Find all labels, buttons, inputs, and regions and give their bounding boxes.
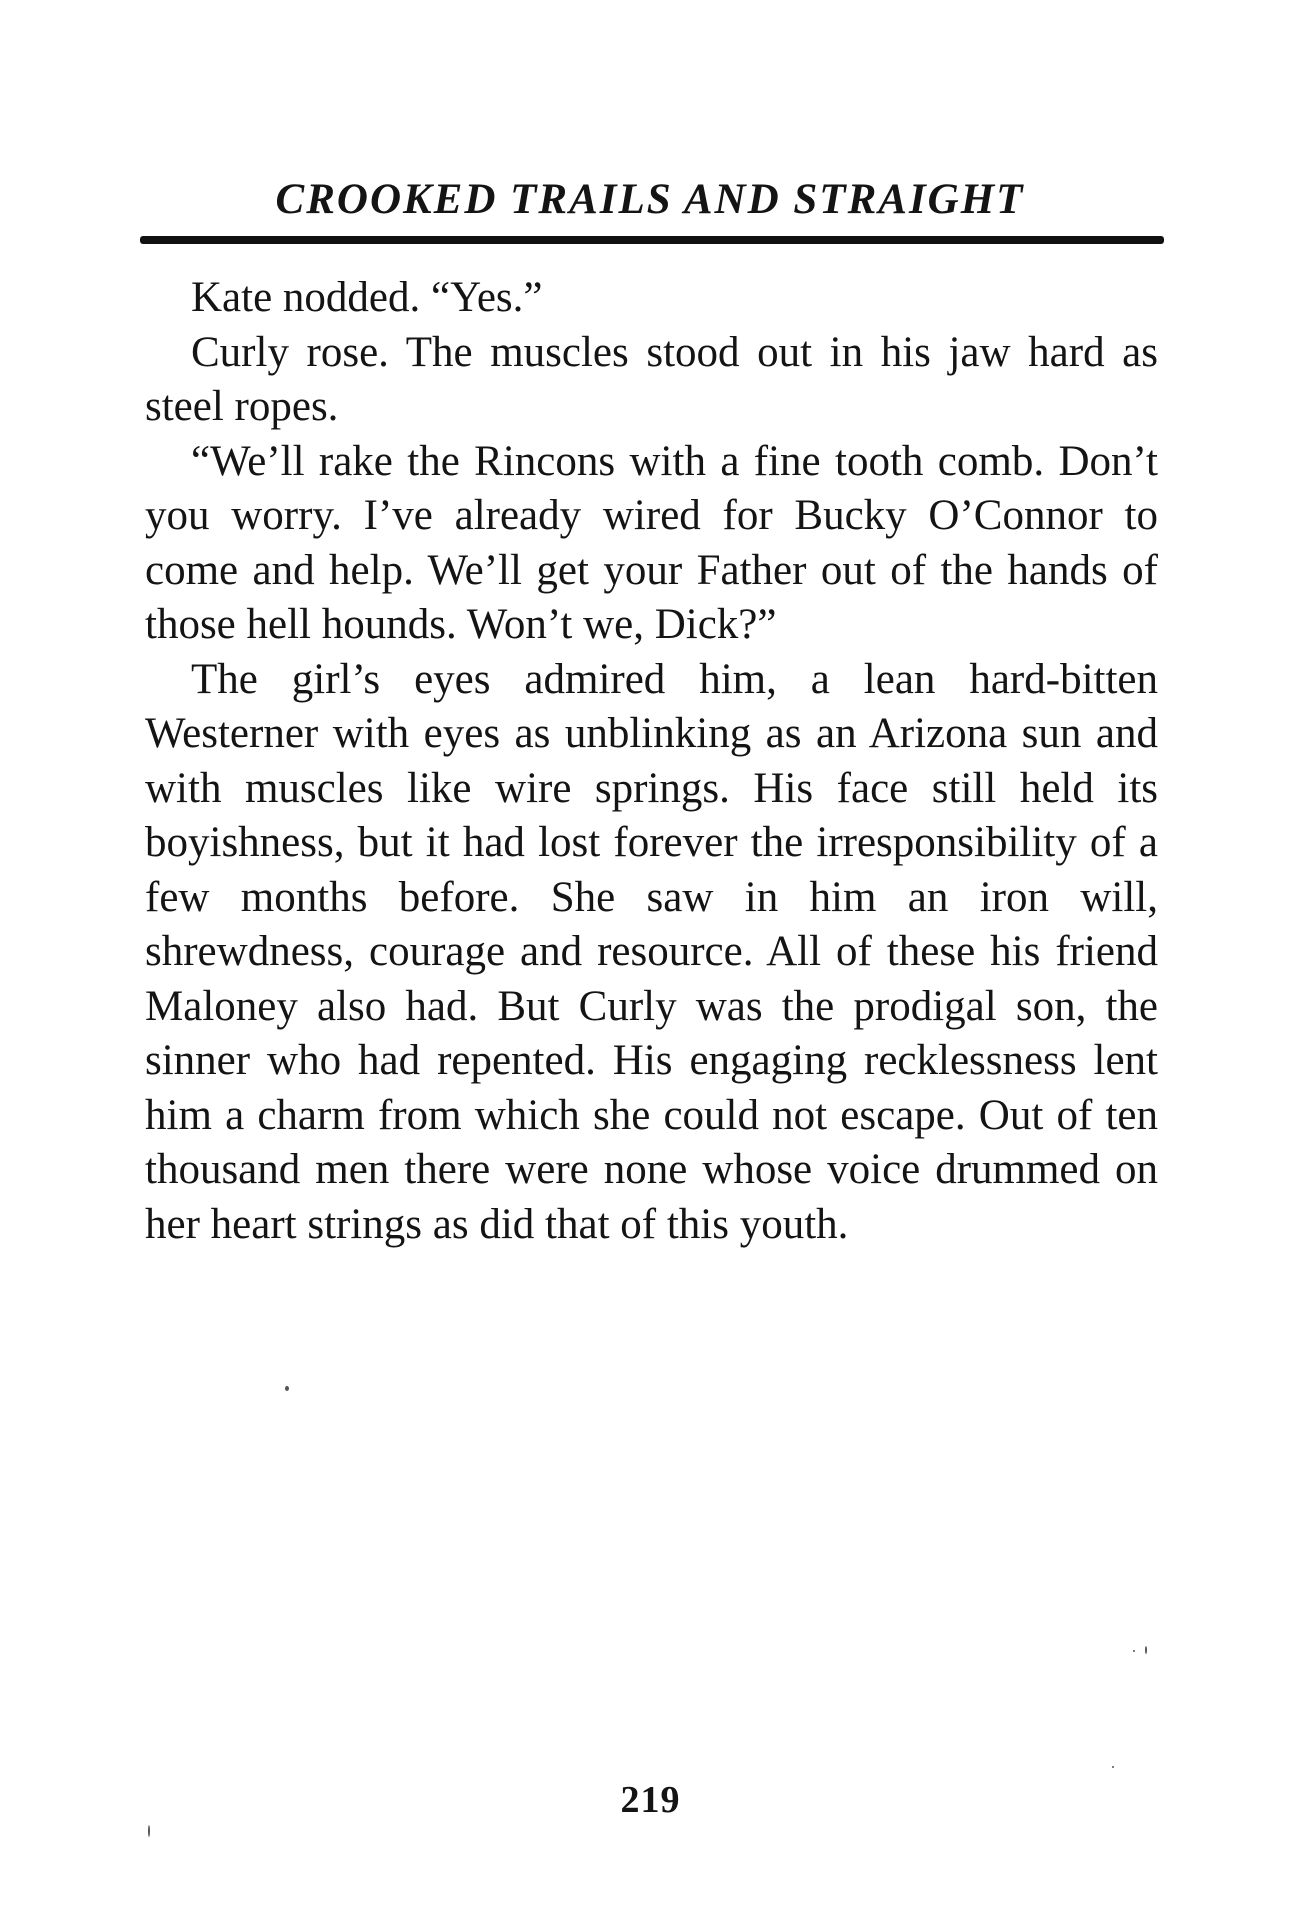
- print-speck: [1145, 1646, 1147, 1654]
- paragraph: The girl’s eyes admired him, a lean hard-bitten Westerner with eyes as unblinking as an Arizona sun and with muscles like wire springs. His face still held its boyishness, but it had lost forever the irresponsibility of a few months before. She saw in him an iron will, shrewdness, courage and resource. All of these his friend Maloney also had. But Curly was the prodigal son, the sinner who had repented. His engaging recklessness lent him a charm from which she could not escape. Out of ten thousand men there were none whose voice drummed on her heart strings as did that of this youth.: [145, 655, 1158, 1248]
- page-number: 219: [620, 1779, 681, 1821]
- print-speck: [1133, 1650, 1135, 1652]
- header-rule: [140, 236, 1164, 244]
- body-text: [145, 271, 1158, 1252]
- print-speck: [1112, 1766, 1114, 1768]
- print-speck: [148, 1825, 150, 1837]
- paragraph: “We’ll rake the Rincons with a fine tooth comb. Don’t you worry. I’ve already wired for Bucky O’Connor to come and help. We’ll get your Father out of the hands of those hell hounds. Won’t we, Dick?”: [145, 437, 1158, 648]
- paragraph: Kate nodded. “Yes.”: [191, 274, 543, 321]
- paragraph: Curly rose. The muscles stood out in his jaw hard as steel ropes.: [145, 328, 1158, 430]
- print-speck: [285, 1386, 289, 1391]
- running-head: CROOKED TRAILS AND STRAIGHT: [275, 176, 1025, 223]
